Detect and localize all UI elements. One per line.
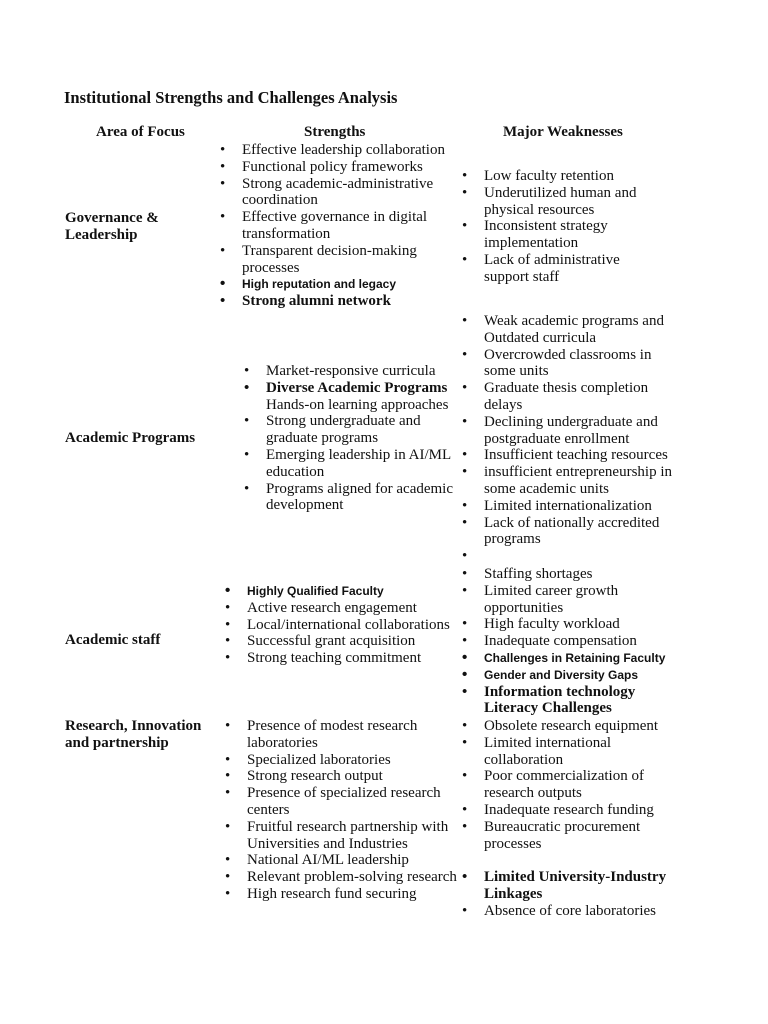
list-item: • Limited University-Industry Linkages (460, 869, 678, 903)
list-item: • Lack of administrative support staff (460, 252, 660, 286)
list-item: • High faculty workload (460, 616, 670, 633)
list-item: • Inconsistent strategy implementation (460, 218, 660, 252)
list-item: • Effective leadership collaboration (218, 142, 448, 159)
list-item: • Inadequate compensation (460, 633, 670, 650)
list-item: • Active research engagement (223, 600, 458, 617)
list-item: • Strong undergraduate and graduate programs (242, 413, 458, 447)
weaknesses-list-governance (460, 168, 660, 286)
list-item: • Weak academic programs and Outdated curricula (460, 313, 678, 347)
list-item: • Lack of nationally accredited programs (460, 515, 678, 549)
list-item: • Market-responsive curricula (242, 363, 458, 380)
weaknesses-list-academic-staff (460, 566, 670, 717)
list-item: • Limited internationalization (460, 498, 678, 515)
list-item: • Effective governance in digital transformation (218, 209, 448, 243)
list-item: • High reputation and legacy (218, 276, 448, 293)
list-item: • Strong research output (223, 768, 458, 785)
list-item: • Gender and Diversity Gaps (460, 667, 670, 684)
list-item: • Absence of core laboratories (460, 903, 678, 920)
list-item: • Low faculty retention (460, 168, 660, 185)
weaknesses-list-research (460, 718, 678, 920)
area-governance-leadership: Governance & Leadership (65, 210, 159, 243)
strengths-list-governance (218, 142, 448, 310)
list-item: • Diverse Academic Programs (242, 380, 458, 397)
list-item: • Overcrowded classrooms in some units (460, 347, 678, 381)
list-item: • Limited career growth opportunities (460, 583, 670, 617)
list-item: • Strong alumni network (218, 293, 448, 310)
header-strengths: Strengths (304, 124, 366, 140)
list-item: • High research fund securing (223, 886, 458, 903)
list-item: • Staffing shortages (460, 566, 670, 583)
list-item: • Presence of specialized research centers (223, 785, 458, 819)
header-area-of-focus: Area of Focus (96, 124, 185, 140)
list-item: • Programs aligned for academic development (242, 481, 458, 515)
strengths-list-research (223, 718, 458, 903)
list-item: Hands-on learning approaches (266, 396, 449, 413)
list-item: • Presence of modest research laboratories (223, 718, 458, 752)
weaknesses-list-academic-programs (460, 313, 678, 565)
list-item: • Strong academic-administrative coordination (218, 176, 448, 210)
list-item: • Inadequate research funding (460, 802, 678, 819)
list-item: • Relevant problem-solving research (223, 869, 458, 886)
list-item: • Limited international collaboration (460, 735, 678, 769)
strengths-list-academic-staff (223, 583, 458, 667)
list-item (460, 548, 678, 565)
list-item (460, 852, 678, 869)
list-item: • Insufficient teaching resources (460, 447, 678, 464)
list-item: • Challenges in Retaining Faculty (460, 650, 670, 667)
list-item: • Strong teaching commitment (223, 650, 458, 667)
list-item: • insufficient entrepreneurship in some academic units (460, 464, 678, 498)
list-item: • Information technology Literacy Challenges (460, 684, 670, 718)
list-item: • Functional policy frameworks (218, 159, 448, 176)
header-major-weaknesses: Major Weaknesses (503, 124, 623, 140)
list-item: • Local/international collaborations (223, 617, 458, 634)
list-item: • Fruitful research partnership with Universities and Industries (223, 819, 458, 853)
list-item: • Obsolete research equipment (460, 718, 678, 735)
list-item: • Emerging leadership in AI/ML education (242, 447, 458, 481)
list-item: • Successful grant acquisition (223, 633, 458, 650)
list-item: • Graduate thesis completion delays (460, 380, 678, 414)
area-research-innovation-partnership: Research, Innovation and partnership (65, 718, 202, 751)
list-item: • National AI/ML leadership (223, 852, 458, 869)
list-item: • Declining undergraduate and postgraduate enrollment (460, 414, 678, 448)
area-academic-staff: Academic staff (65, 632, 161, 648)
list-item: • Specialized laboratories (223, 752, 458, 769)
list-item: • Poor commercialization of research outputs (460, 768, 678, 802)
list-item: • Highly Qualified Faculty (223, 583, 458, 600)
strengths-list-academic-programs (242, 363, 458, 514)
area-academic-programs: Academic Programs (65, 430, 196, 446)
page-title: Institutional Strengths and Challenges Analysis (64, 88, 398, 107)
list-item: • Transparent decision-making processes (218, 243, 448, 277)
list-item: • Bureaucratic procurement processes (460, 819, 678, 853)
list-item: • Underutilized human and physical resources (460, 185, 660, 219)
